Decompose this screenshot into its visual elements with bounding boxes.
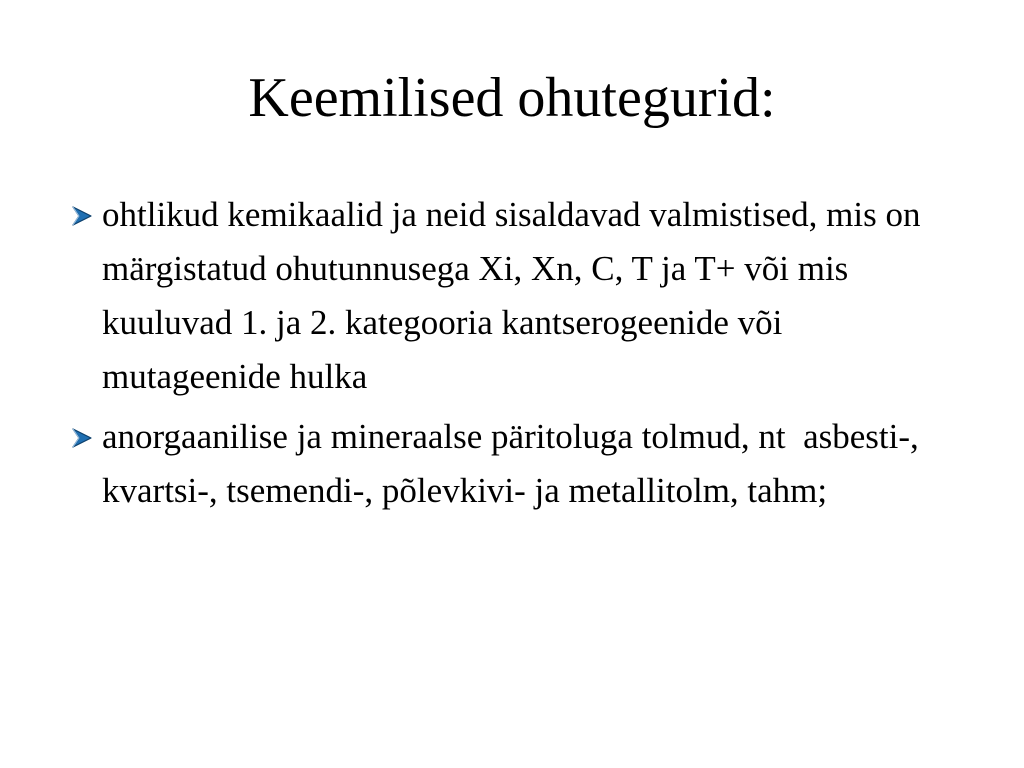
bullet-list (66, 188, 966, 524)
bullet-text: ohtlikud kemikaalid ja neid sisaldavad valmistised, mis on märgistatud ohutunnusega Xi, Xn, C, T ja T+ või mis kuuluvad 1. ja 2. kategooria kantserogeenide või mutageenide hulka (102, 195, 930, 396)
bullet-item (66, 410, 966, 518)
slide-title: Keemilised ohutegurid: (248, 67, 776, 129)
arrow-right-icon (70, 204, 94, 228)
arrow-right-icon (70, 426, 94, 450)
bullet-text: anorgaanilise ja mineraalse päritoluga tolmud, nt asbesti-, kvartsi-, tsemendi-, põlevkivi- ja metallitolm, tahm; (102, 417, 928, 510)
bullet-item (66, 188, 966, 404)
